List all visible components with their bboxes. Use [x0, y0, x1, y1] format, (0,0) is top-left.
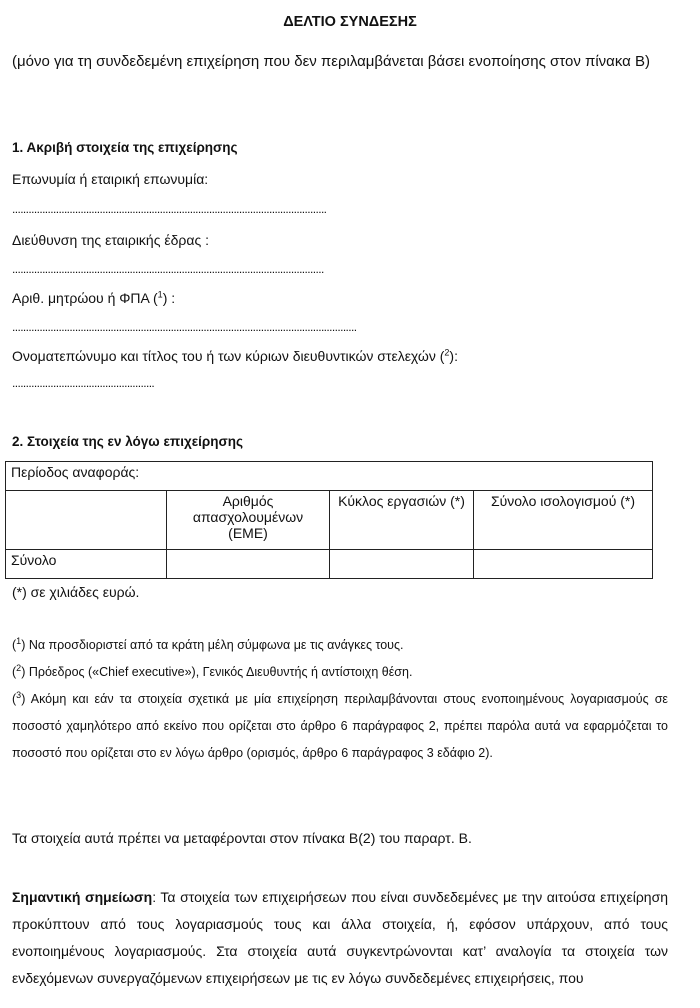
executives-label: Ονοματεπώνυμο και τίτλος του ή των κύριων διευθυντικών στελεχών ($^2$):: [12, 347, 458, 364]
important-note: [12, 884, 668, 992]
company-name-field[interactable]: ...................................................................................................................: [12, 202, 327, 216]
footnote-ref-2: 2: [444, 347, 450, 358]
transfer-note: Τα στοιχεία αυτά πρέπει να μεταφέρονται στον πίνακα Β(2) του παραρτ. Β.: [12, 830, 472, 846]
important-note-label: Σημαντική σημείωση: [12, 889, 153, 905]
important-note-text: : Τα στοιχεία των επιχειρήσεων που είναι συνδεδεμένες με την αιτούσα επιχείρηση προκύπτουν από τους λογαριασμούς τους και άλλα στοιχεία, ή, εφόσον υπάρχουν, από τους ενοποιημένους λογαριασμούς. Στα στοιχεία αυτά συγκεντρώνονται κατ’ αναλογία τα στοιχεία των ενδεχόμενων συνεργαζόμενων επιχειρήσεων με τις εν λόγω συνδεδεμένες επιχειρήσεις, που: [12, 889, 668, 986]
footnote-3: ($^3$) Ακόμη και εάν τα στοιχεία σχετικά με μία επιχείρηση περιλαμβάνονται στους ενοποιημένους λογαριασμούς σε ποσοστό χαμηλότερο από εκείνο που ορίζεται στο άρθρο 6 παράγραφος 2, πρέπει παρόλα αυτά να εφαρμόζεται το ποσοστό που ορίζεται στο εν λόγω άρθρο (ορισμός, άρθρο 6 παράγραφος 3 εδάφιο 2).: [12, 689, 668, 760]
reference-period-label: Περίοδος αναφοράς:: [11, 464, 140, 480]
document-title: ΔΕΛΤΙΟ ΣΥΝΔΕΣΗΣ: [283, 14, 417, 30]
footnote-ref-1: 1: [157, 289, 163, 300]
registration-field[interactable]: ..............................................................................................................................: [12, 320, 357, 334]
header-employees: Αριθμός απασχολουμένων (ΕΜΕ): [167, 491, 330, 550]
document-subtitle: (μόνο για τη συνδεδεμένη επιχείρηση που δεν περιλαμβάνεται βάσει ενοποίησης στον πίνακα Β): [12, 53, 650, 70]
enterprise-data-table: [5, 461, 653, 579]
reference-period-cell[interactable]: [6, 462, 653, 491]
footnote-2: ($^2$) Πρόεδρος («Chief executive»), Γενικός Διευθυντής ή αντίστοιχη θέση.: [12, 662, 413, 679]
total-balance-cell[interactable]: [474, 550, 653, 579]
header-turnover: Κύκλος εργασιών (*): [330, 491, 474, 550]
header-empty-cell: [6, 491, 167, 550]
footnote-1: ($^1$) Να προσδιοριστεί από τα κράτη μέλη σύμφωνα με τις ανάγκες τους.: [12, 635, 404, 652]
executives-field[interactable]: ....................................................: [12, 376, 155, 390]
total-employees-cell[interactable]: [167, 550, 330, 579]
total-turnover-cell[interactable]: [330, 550, 474, 579]
row-total-label: Σύνολο: [6, 550, 167, 579]
address-label: Διεύθυνση της εταιρικής έδρας :: [12, 232, 209, 248]
currency-note: (*) σε χιλιάδες ευρώ.: [12, 584, 140, 600]
address-field[interactable]: ..................................................................................................................: [12, 262, 324, 276]
registration-label: Αριθ. μητρώου ή ΦΠΑ ($^1$) :: [12, 289, 176, 306]
section1-heading: 1. Ακριβή στοιχεία της επιχείρησης: [12, 140, 238, 155]
section2-heading: 2. Στοιχεία της εν λόγω επιχείρησης: [12, 434, 243, 449]
company-name-label: Επωνυμία ή εταιρική επωνυμία:: [12, 171, 209, 187]
header-balance-sheet: Σύνολο ισολογισμού (*): [474, 491, 653, 550]
